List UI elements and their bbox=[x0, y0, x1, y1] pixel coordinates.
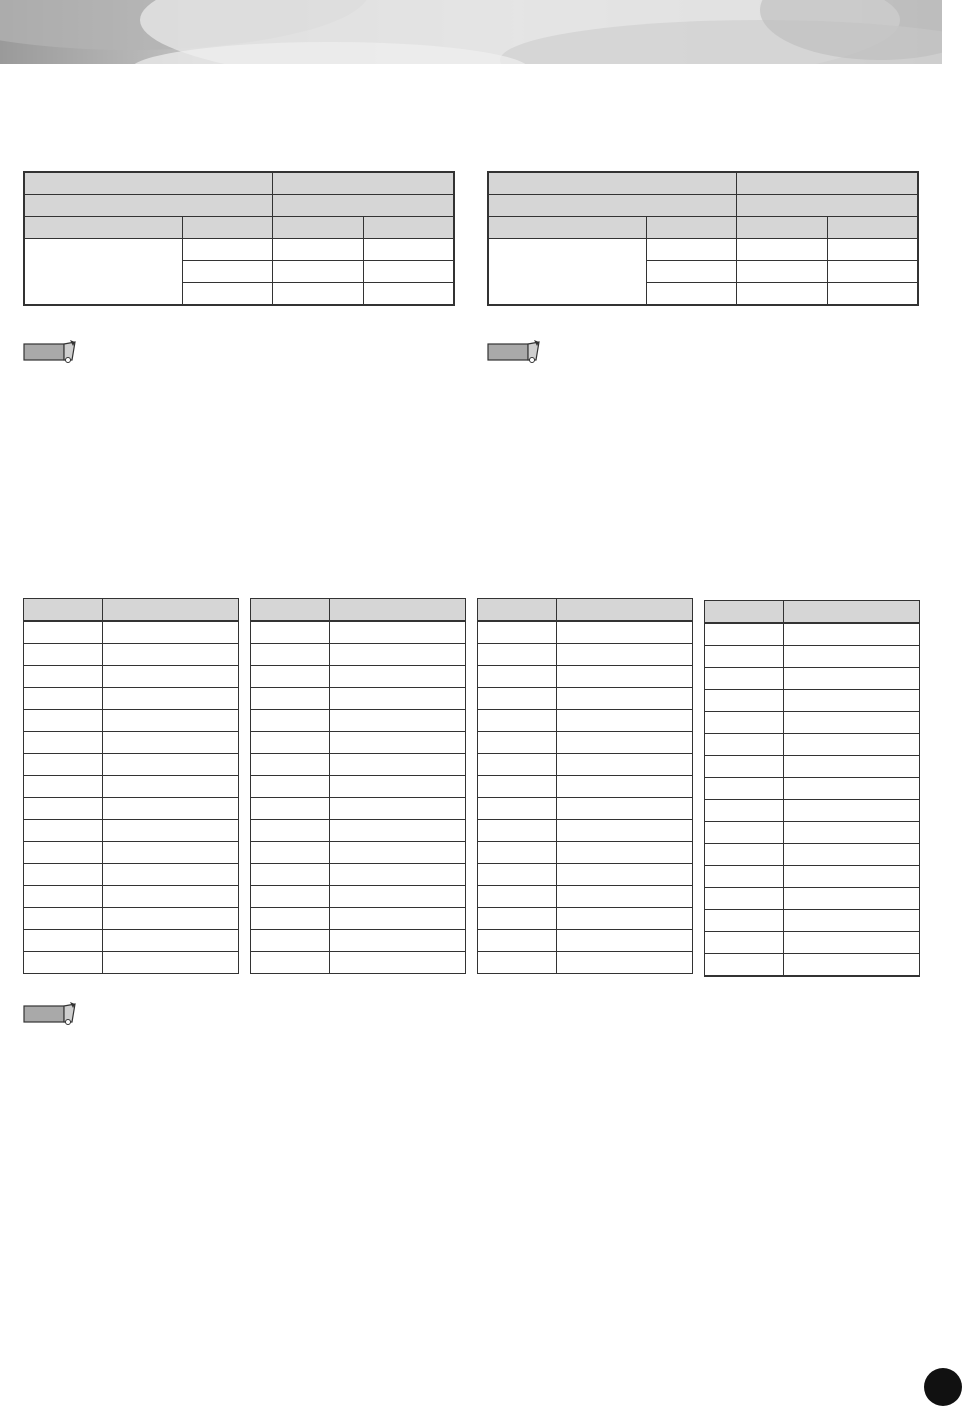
table-cell bbox=[24, 886, 103, 908]
table-row bbox=[251, 798, 466, 820]
table-cell bbox=[24, 952, 103, 974]
table-cell bbox=[557, 820, 693, 842]
list-table-3 bbox=[477, 598, 693, 974]
table-cell bbox=[478, 621, 557, 644]
table-row bbox=[24, 666, 239, 688]
table-cell bbox=[784, 800, 920, 822]
table-cell bbox=[784, 910, 920, 932]
table-cell bbox=[251, 842, 330, 864]
table-header-row bbox=[251, 599, 466, 622]
table-cell bbox=[251, 688, 330, 710]
table-row bbox=[488, 172, 918, 195]
table-cell bbox=[478, 820, 557, 842]
table-cell bbox=[705, 601, 784, 624]
table-cell bbox=[330, 798, 466, 820]
table-row bbox=[478, 666, 693, 688]
table-cell bbox=[24, 644, 103, 666]
table-cell bbox=[478, 798, 557, 820]
table-row bbox=[24, 621, 239, 644]
table-cell bbox=[251, 776, 330, 798]
table-cell bbox=[330, 864, 466, 886]
table-cell bbox=[784, 712, 920, 734]
table-cell bbox=[330, 644, 466, 666]
table-cell bbox=[705, 954, 784, 977]
table-row bbox=[24, 732, 239, 754]
note-pencil-icon bbox=[487, 340, 543, 364]
table-row bbox=[478, 842, 693, 864]
table-cell bbox=[24, 710, 103, 732]
note-pencil-icon bbox=[23, 1002, 79, 1026]
table-cell bbox=[478, 864, 557, 886]
table-row bbox=[24, 864, 239, 886]
table-row bbox=[251, 644, 466, 666]
table-row bbox=[705, 954, 920, 977]
table-cell bbox=[478, 886, 557, 908]
table-cell bbox=[330, 776, 466, 798]
table-cell bbox=[705, 866, 784, 888]
table-row bbox=[251, 886, 466, 908]
table-cell bbox=[557, 864, 693, 886]
table-row bbox=[24, 776, 239, 798]
table-row bbox=[478, 644, 693, 666]
table-cell bbox=[784, 756, 920, 778]
table-cell bbox=[705, 932, 784, 954]
table-cell bbox=[103, 820, 239, 842]
table-row bbox=[705, 932, 920, 954]
table-row bbox=[705, 668, 920, 690]
table-row bbox=[251, 688, 466, 710]
table-cell bbox=[784, 954, 920, 977]
list-table-4 bbox=[704, 600, 920, 977]
table-cell bbox=[784, 888, 920, 910]
table-row bbox=[488, 195, 918, 217]
table-row bbox=[705, 712, 920, 734]
table-cell bbox=[478, 644, 557, 666]
table-cell bbox=[251, 820, 330, 842]
table-cell bbox=[251, 930, 330, 952]
table-row bbox=[705, 844, 920, 866]
table-cell bbox=[251, 732, 330, 754]
table-cell bbox=[251, 644, 330, 666]
table-row bbox=[478, 908, 693, 930]
table-cell bbox=[557, 688, 693, 710]
table-cell bbox=[557, 644, 693, 666]
table-cell bbox=[705, 712, 784, 734]
table-cell bbox=[103, 688, 239, 710]
table-row bbox=[478, 710, 693, 732]
table-cell bbox=[103, 621, 239, 644]
table-cell bbox=[478, 952, 557, 974]
table-row bbox=[705, 646, 920, 668]
header-swirl-graphic bbox=[0, 0, 942, 64]
table-cell bbox=[251, 621, 330, 644]
table-row bbox=[24, 842, 239, 864]
table-row bbox=[251, 754, 466, 776]
table-cell bbox=[705, 646, 784, 668]
table-cell bbox=[784, 844, 920, 866]
table-row bbox=[251, 621, 466, 644]
table-cell bbox=[103, 842, 239, 864]
table-row bbox=[24, 688, 239, 710]
table-cell bbox=[705, 668, 784, 690]
table-cell bbox=[784, 623, 920, 646]
table-row bbox=[478, 776, 693, 798]
table-row bbox=[705, 888, 920, 910]
table-cell bbox=[705, 888, 784, 910]
table-cell bbox=[784, 668, 920, 690]
table-row bbox=[705, 690, 920, 712]
table-row bbox=[488, 239, 918, 261]
table-cell bbox=[478, 842, 557, 864]
table-cell bbox=[103, 864, 239, 886]
table-cell bbox=[557, 599, 693, 622]
table-cell bbox=[784, 866, 920, 888]
table-cell bbox=[251, 710, 330, 732]
table-header-row bbox=[705, 601, 920, 624]
table-cell bbox=[103, 599, 239, 622]
table-cell bbox=[557, 776, 693, 798]
table-row bbox=[478, 798, 693, 820]
table-cell bbox=[24, 732, 103, 754]
table-cell bbox=[478, 732, 557, 754]
table-cell bbox=[330, 621, 466, 644]
table-cell bbox=[330, 930, 466, 952]
table-row bbox=[251, 908, 466, 930]
page-number-badge bbox=[924, 1368, 962, 1406]
table-cell bbox=[557, 621, 693, 644]
table-row bbox=[478, 864, 693, 886]
table-row bbox=[24, 644, 239, 666]
table-row bbox=[705, 800, 920, 822]
table-row bbox=[478, 754, 693, 776]
table-row bbox=[478, 820, 693, 842]
table-cell bbox=[784, 734, 920, 756]
table-cell bbox=[103, 666, 239, 688]
table-row bbox=[705, 910, 920, 932]
list-table-1 bbox=[23, 598, 239, 974]
table-cell bbox=[705, 778, 784, 800]
table-cell bbox=[705, 822, 784, 844]
table-cell bbox=[705, 734, 784, 756]
table-cell bbox=[103, 930, 239, 952]
table-row bbox=[24, 195, 454, 217]
table-cell bbox=[478, 908, 557, 930]
table-cell bbox=[478, 666, 557, 688]
table-cell bbox=[784, 646, 920, 668]
table-cell bbox=[330, 754, 466, 776]
table-cell bbox=[24, 688, 103, 710]
table-cell bbox=[478, 688, 557, 710]
table-row bbox=[251, 952, 466, 974]
table-row bbox=[24, 217, 454, 239]
table-cell bbox=[705, 844, 784, 866]
table-row bbox=[251, 710, 466, 732]
table-cell bbox=[784, 601, 920, 624]
table-cell bbox=[24, 930, 103, 952]
table-cell bbox=[103, 710, 239, 732]
table-row bbox=[24, 710, 239, 732]
table-cell bbox=[251, 864, 330, 886]
table-cell bbox=[24, 754, 103, 776]
table-cell bbox=[557, 798, 693, 820]
table-cell bbox=[557, 886, 693, 908]
table-row bbox=[24, 172, 454, 195]
table-cell bbox=[103, 798, 239, 820]
table-cell bbox=[251, 952, 330, 974]
table-row bbox=[251, 842, 466, 864]
table-row bbox=[705, 734, 920, 756]
table-cell bbox=[557, 754, 693, 776]
table-row bbox=[24, 798, 239, 820]
table-cell bbox=[705, 623, 784, 646]
list-table-2 bbox=[250, 598, 466, 974]
table-cell bbox=[103, 952, 239, 974]
table-row bbox=[24, 886, 239, 908]
table-cell bbox=[24, 842, 103, 864]
table-row bbox=[24, 820, 239, 842]
table-cell bbox=[24, 864, 103, 886]
table-cell bbox=[784, 822, 920, 844]
table-cell bbox=[251, 798, 330, 820]
table-cell bbox=[330, 732, 466, 754]
table-row bbox=[705, 778, 920, 800]
table-cell bbox=[478, 776, 557, 798]
table-cell bbox=[784, 690, 920, 712]
table-cell bbox=[330, 842, 466, 864]
header-band bbox=[0, 0, 942, 64]
top-table-right bbox=[487, 171, 919, 306]
table-cell bbox=[24, 798, 103, 820]
table-row bbox=[705, 866, 920, 888]
table-cell bbox=[557, 710, 693, 732]
table-row bbox=[24, 239, 454, 261]
table-cell bbox=[330, 820, 466, 842]
note-pencil-icon bbox=[23, 340, 79, 364]
table-row bbox=[478, 886, 693, 908]
table-cell bbox=[24, 908, 103, 930]
table-cell bbox=[557, 732, 693, 754]
table-cell bbox=[330, 952, 466, 974]
table-row bbox=[251, 732, 466, 754]
table-cell bbox=[330, 710, 466, 732]
table-cell bbox=[705, 690, 784, 712]
table-row bbox=[24, 952, 239, 974]
table-cell bbox=[330, 886, 466, 908]
table-row bbox=[705, 756, 920, 778]
table-cell bbox=[330, 908, 466, 930]
table-cell bbox=[705, 800, 784, 822]
top-table-left bbox=[23, 171, 455, 306]
table-cell bbox=[330, 688, 466, 710]
table-cell bbox=[557, 930, 693, 952]
table-row bbox=[251, 776, 466, 798]
table-cell bbox=[705, 756, 784, 778]
table-row bbox=[251, 930, 466, 952]
table-cell bbox=[103, 732, 239, 754]
table-row bbox=[24, 754, 239, 776]
table-cell bbox=[557, 952, 693, 974]
table-cell bbox=[251, 754, 330, 776]
table-row bbox=[705, 623, 920, 646]
table-row bbox=[251, 864, 466, 886]
table-cell bbox=[478, 930, 557, 952]
table-cell bbox=[103, 754, 239, 776]
table-cell bbox=[24, 621, 103, 644]
table-cell bbox=[557, 666, 693, 688]
table-row bbox=[478, 930, 693, 952]
table-cell bbox=[24, 599, 103, 622]
table-cell bbox=[251, 666, 330, 688]
table-cell bbox=[24, 776, 103, 798]
table-cell bbox=[784, 778, 920, 800]
table-cell bbox=[784, 932, 920, 954]
table-row bbox=[24, 930, 239, 952]
table-cell bbox=[103, 886, 239, 908]
table-row bbox=[478, 732, 693, 754]
table-row bbox=[251, 820, 466, 842]
table-cell bbox=[251, 599, 330, 622]
table-cell bbox=[251, 908, 330, 930]
table-row bbox=[251, 666, 466, 688]
table-row bbox=[24, 908, 239, 930]
table-row bbox=[488, 217, 918, 239]
table-cell bbox=[103, 644, 239, 666]
table-row bbox=[478, 688, 693, 710]
table-cell bbox=[557, 908, 693, 930]
table-cell bbox=[330, 666, 466, 688]
table-header-row bbox=[24, 599, 239, 622]
table-cell bbox=[478, 754, 557, 776]
table-cell bbox=[103, 908, 239, 930]
table-cell bbox=[478, 599, 557, 622]
table-cell bbox=[705, 910, 784, 932]
table-cell bbox=[24, 820, 103, 842]
table-cell bbox=[478, 710, 557, 732]
table-row bbox=[705, 822, 920, 844]
table-cell bbox=[330, 599, 466, 622]
table-row bbox=[478, 952, 693, 974]
table-cell bbox=[103, 776, 239, 798]
table-header-row bbox=[478, 599, 693, 622]
table-row bbox=[478, 621, 693, 644]
table-cell bbox=[557, 842, 693, 864]
table-cell bbox=[251, 886, 330, 908]
table-cell bbox=[24, 666, 103, 688]
